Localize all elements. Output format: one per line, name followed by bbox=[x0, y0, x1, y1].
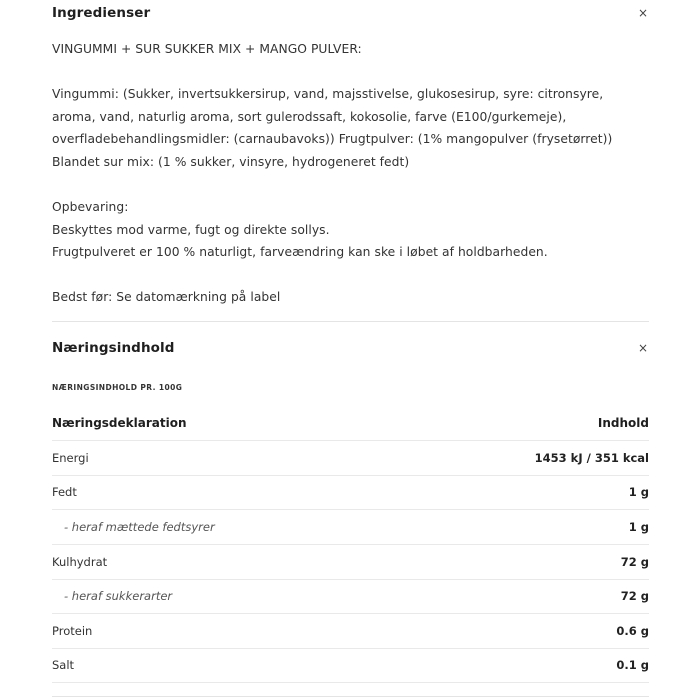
ingredients-mix-line: VINGUMMI + SUR SUKKER MIX + MANGO PULVER: bbox=[52, 42, 362, 56]
table-row bbox=[52, 545, 649, 580]
text-line: Opbevaring: bbox=[52, 200, 129, 214]
row-value: 72 g bbox=[620, 555, 649, 569]
text-line: Frugtpulveret er 100 % naturligt, farveændring kan ske i løbet af holdbarheden. bbox=[52, 245, 548, 259]
section-divider bbox=[52, 696, 649, 697]
nutrition-subheading: NÆRINGSINDHOLD PR. 100G bbox=[52, 383, 183, 392]
text-line: overfladebehandlingsmidler: (carnaubavoks)) Frugtpulver: (1% mangopulver (frysetørret)) bbox=[52, 132, 613, 146]
nutrition-section-header[interactable] bbox=[52, 340, 649, 356]
row-name: Fedt bbox=[52, 485, 77, 499]
text-line: Beskyttes mod varme, fugt og direkte sollys. bbox=[52, 222, 330, 237]
row-name: Salt bbox=[52, 658, 75, 672]
row-name: Protein bbox=[52, 624, 93, 638]
storage-text bbox=[52, 196, 652, 264]
close-icon[interactable]: × bbox=[637, 341, 649, 355]
close-icon[interactable]: × bbox=[637, 6, 649, 20]
section-divider bbox=[52, 321, 649, 322]
table-row bbox=[52, 475, 649, 510]
row-value: 1453 kJ / 351 kcal bbox=[534, 451, 649, 465]
text-line: Vingummi: (Sukker, invertsukkersirup, vand, majsstivelse, glukosesirup, syre: citronsyre, bbox=[52, 87, 604, 101]
table-row bbox=[52, 441, 649, 476]
table-row bbox=[52, 579, 649, 614]
row-value: 0.6 g bbox=[616, 624, 649, 638]
row-value: 72 g bbox=[620, 589, 649, 603]
ingredients-title: Ingredienser bbox=[52, 5, 151, 21]
best-before-text: Bedst før: Se datomærkning på label bbox=[52, 290, 281, 304]
column-header-value: Indhold bbox=[597, 416, 649, 430]
row-value: 0.1 g bbox=[616, 658, 649, 672]
text-line: aroma, vand, naturlig aroma, sort gulerodssaft, kokosolie, farve (E100/gurkemeje), bbox=[52, 109, 567, 124]
row-name: Kulhydrat bbox=[52, 555, 108, 569]
ingredients-section-header[interactable] bbox=[52, 5, 649, 21]
table-row bbox=[52, 510, 649, 545]
row-value: 1 g bbox=[628, 520, 649, 534]
row-value: 1 g bbox=[628, 485, 649, 499]
ingredients-vingummi-text bbox=[52, 83, 652, 173]
nutrition-title: Næringsindhold bbox=[52, 340, 175, 356]
table-row bbox=[52, 614, 649, 649]
row-name: Energi bbox=[52, 451, 89, 465]
table-row bbox=[52, 648, 649, 683]
column-header-name: Næringsdeklaration bbox=[52, 416, 187, 430]
table-header-row bbox=[52, 406, 649, 441]
text-line: Blandet sur mix: (1 % sukker, vinsyre, hydrogeneret fedt) bbox=[52, 154, 410, 169]
row-name: - heraf mættede fedtsyrer bbox=[64, 520, 215, 534]
row-name: - heraf sukkerarter bbox=[64, 589, 173, 603]
